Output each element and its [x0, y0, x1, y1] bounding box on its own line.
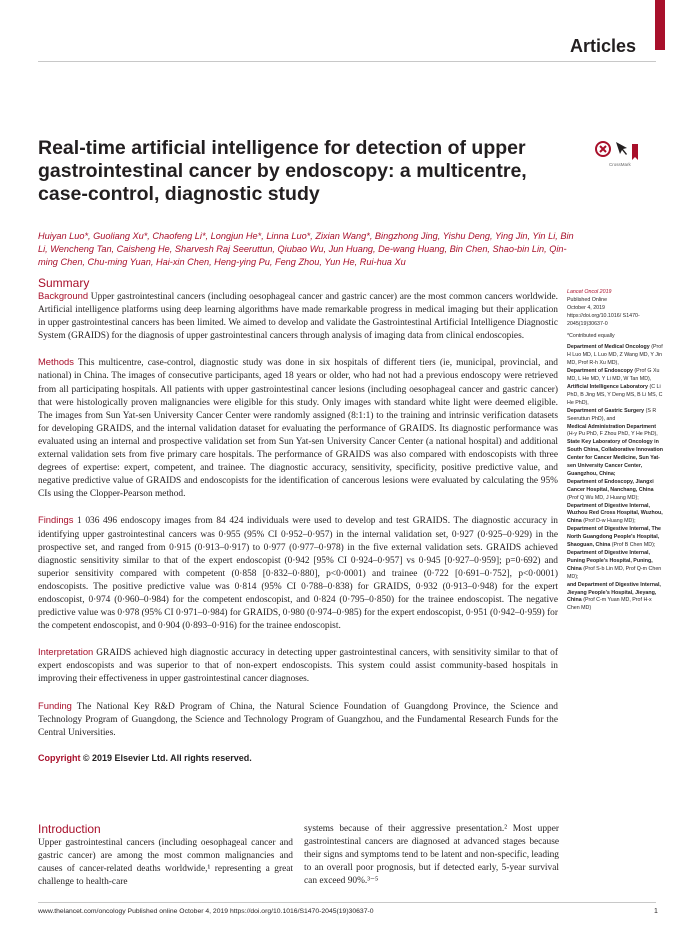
introduction-column-2: systems because of their aggressive presentation.² Most upper gastrointestinal cancers are diagnosed at advanced stages because their signs and symptoms tend to be latent and non-specific, leading to an overall poor prognosis, but if detected early, 5-year survival can exceed 90%.³⁻⁵ — [304, 824, 559, 887]
article-title: Real-time artificial intelligence for detection of upper gastrointestinal cancer by endoscopy: a multicentre, case-control, diagnostic study — [38, 137, 527, 205]
affiliation-item: Department of Digestive Internal, Wuzhou Red Cross Hospital, Wuzhou, China (Prof D-w Huang MD); — [567, 502, 663, 525]
journal-citation: Lancet Oncol 2019 — [567, 289, 612, 295]
affiliation-item: State Key Laboratory of Oncology in South China, Collaborative Innovation Center for Cancer Medicine, Sun Yat-sen University Cancer Center, Guangzhou, China; — [567, 439, 663, 477]
affiliation-item: Medical Administration Department (H-y Pu PhD, F Zhou PhD, Y He PhD), — [567, 423, 658, 438]
interpretation-label: Interpretation — [38, 646, 94, 658]
crossmark-icon — [594, 138, 642, 164]
author-list: Huiyan Luo*, Guoliang Xu*, Chaofeng Li*, Longjun He*, Linna Luo*, Zixian Wang*, Bingzhong Jing, Yishu Deng, Ying Jin, Yin Li, Bin Li, Wencheng Tan, Caisheng He, Sharvesh Raj Seeruttun, Qiubao Wu, Jun Huang, De-wang Huang, Bin Chen, Shao-bin Lin, Qin-ming Chen, Chu-ming Yuan, Hai-xin Chen, Heng-ying Pu, Feng Zhou, Yun He, Rui-hua Xu — [38, 231, 574, 267]
affiliation-item: Department of Endoscopy (Prof G Xu MD, L He MD, Y Li MD, W Tan MD), — [567, 368, 660, 383]
copyright-text: © 2019 Elsevier Ltd. All rights reserved. — [82, 752, 252, 763]
page-footer: www.thelancet.com/oncology Published online October 4, 2019 https://doi.org/10.1016/S1470-2045(19)30637-0 — [38, 908, 374, 915]
affiliation-list — [567, 344, 663, 613]
methods-text: This multicentre, case-control, diagnostic study was done in six hospitals of different tiers (ie, municipal, provincial, and national) in China. The images of consecutive participants, aged 18 years or older, who had not had a previous endoscopy were retrieved from all participating hospitals. All patients with upper gastrointestinal cancer lesions (including oesophageal cancer and gastric cancer) that were histologically proven malignancies were eligible for this study. Only images with standard white light were deemed eligible. The images from Sun Yat-sen University Cancer Center were randomly assigned (8:1:1) to the training and intrinsic verification datasets for developing GRAIDS, and the internal validation dataset for evaluating the performance of GRAIDS. Its diagnostic performance was evaluated using an internal and prospective validation set from Sun Yat-sen University Cancer Center (a national hospital) and additional external validation sets from five primary care hospitals. The performance of GRAIDS was also compared with endoscopists with three degrees of expertise: expert, competent, and trainee. The diagnostic accuracy, sensitivity, specificity, positive predictive value, and negative predictive value of GRAIDS and endoscopists for the identification of cancerous lesions were evaluated by calculating the 95% CIs using the Clopper-Pearson method. — [38, 358, 558, 500]
page-number: 1 — [654, 908, 658, 915]
affiliation-item: Artificial Intelligence Laboratory (C Li PhD, B Jing MS, Y Deng MS, B Li MS, C He PhD), — [567, 383, 663, 406]
equal-contribution-note: *Contributed equally — [567, 332, 615, 339]
findings-label: Findings — [38, 514, 74, 526]
copyright-paragraph — [38, 752, 558, 766]
summary-heading: Summary — [38, 276, 90, 290]
affiliation-item: Department of Gastric Surgery (S R Seeruttun PhD), and — [567, 407, 657, 422]
funding-text: The National Key R&D Program of China, the Natural Science Foundation of Guangdong Province, the Science and Technology Program of Guangdong, the Science and Technology Program of Guangzhou, and the Fundamental Research Funds for the Central Universities. — [38, 701, 558, 738]
copyright-label: Copyright — [38, 752, 81, 763]
methods-paragraph — [38, 355, 558, 501]
doi-link[interactable]: https://doi.org/10.1016/ S1470-2045(19)30637-0 — [567, 312, 640, 327]
accent-bar — [655, 0, 665, 50]
header-rule — [38, 61, 656, 62]
findings-paragraph — [38, 513, 558, 633]
introduction-heading: Introduction — [38, 822, 101, 836]
affiliation-item: Department of Digestive Internal, Puning People's Hospital, Puning, China (Prof S-b Lin MD, Prof Q-m Chen MD); — [567, 550, 662, 580]
findings-text: 1 036 496 endoscopy images from 84 424 individuals were used to develop and test GRAIDS. The diagnostic accuracy in identifying upper gastrointestinal cancers was 0·955 (95% CI 0·952–0·957) in the internal validation set, 0·927 (0·925–0·929) in the prospective set, and ranged from 0·915 (0·913–0·917) to 0·977 (0·977–0·978) in the five external validation sets. GRAIDS achieved diagnostic sensitivity similar to that of the expert endoscopist (0·942 [95% CI 0·924–0·957] vs 0·945 [0·927–0·959]; p=0·692) and superior sensitivity compared with competent (0·858 [0·832–0·880], p<0·0001) and trainee (0·722 [0·691–0·752], p<0·0001) endoscopists. The positive predictive value was 0·814 (95% CI 0·788–0·838) for GRAIDS, 0·932 (0·913–0·948) for the expert endoscopist, 0·974 (0·960–0·984) for the competent endoscopist, and 0·824 (0·795–0·850) for the trainee endoscopist. The negative predictive value was 0·978 (95% CI 0·971–0·984) for GRAIDS, 0·980 (0·974–0·985) for the expert endoscopist, 0·951 (0·942–0·959) for the competent endoscopist, and 0·904 (0·893–0·916) for the trainee endoscopist. — [38, 516, 558, 632]
interpretation-paragraph — [38, 645, 558, 686]
background-paragraph — [38, 289, 558, 343]
background-label: Background — [38, 290, 89, 301]
affiliation-item: Department of Digestive Internal, The North Guangdong People's Hospital, Shaoguan, China (Prof B Chen MD); — [567, 526, 661, 549]
funding-label: Funding — [38, 699, 72, 711]
introduction-column-1: Upper gastrointestinal cancers (including oesophageal cancer and gastric cancer) are among the most common malignancies and causes of cancer-related deaths worldwide,¹ representing a great challenge to health-care — [38, 838, 293, 888]
background-text: Upper gastrointestinal cancers (including oesophageal cancer and gastric cancer) are the most common cancers worldwide. Artificial intelligence platforms using deep learning algorithms have made remarkable progress in medical imaging but their application in upper gastrointestinal cancers has been limited. We aimed to develop and validate the Gastrointestinal Artificial Intelligence Diagnostic System (GRAIDS) for the diagnosis of upper gastrointestinal cancers through analysis of imaging data from clinical endoscopies. — [38, 292, 558, 342]
section-label: Articles — [569, 36, 636, 56]
interpretation-text: GRAIDS achieved high diagnostic accuracy in detecting upper gastrointestinal cancers, with sensitivity similar to that of expert endoscopists and was superior to that of non-expert endoscopists. This system could assist community-based hospitals in improving their effectiveness in upper gastrointestinal cancer diagnoses. — [38, 648, 558, 685]
methods-label: Methods — [38, 356, 74, 368]
published-online-label: Published Online — [567, 296, 608, 303]
funding-paragraph — [38, 699, 558, 740]
footer-rule — [38, 902, 656, 903]
affiliation-item: Department of Endoscopy, Jiangxi Cancer Hospital, Nanchang, China (Prof Q Wu MD, J Huang MD); — [567, 478, 654, 501]
summary-body — [38, 289, 558, 778]
affiliation-item: Department of Medical Oncology (Prof H Luo MD, L Luo MD, Z Wang MD, Y Jin MD, Prof R-h Xu MD), — [567, 344, 663, 367]
crossmark-label: CrossMark — [609, 162, 631, 167]
published-date: October 4, 2019 — [567, 304, 605, 311]
affiliation-item: and Department of Digestive Internal, Jieyang People's Hospital, Jieyang, China (Prof C-m Yuan MD, Prof H-x Chen MD) — [567, 581, 661, 612]
article-sidebar — [567, 289, 663, 613]
